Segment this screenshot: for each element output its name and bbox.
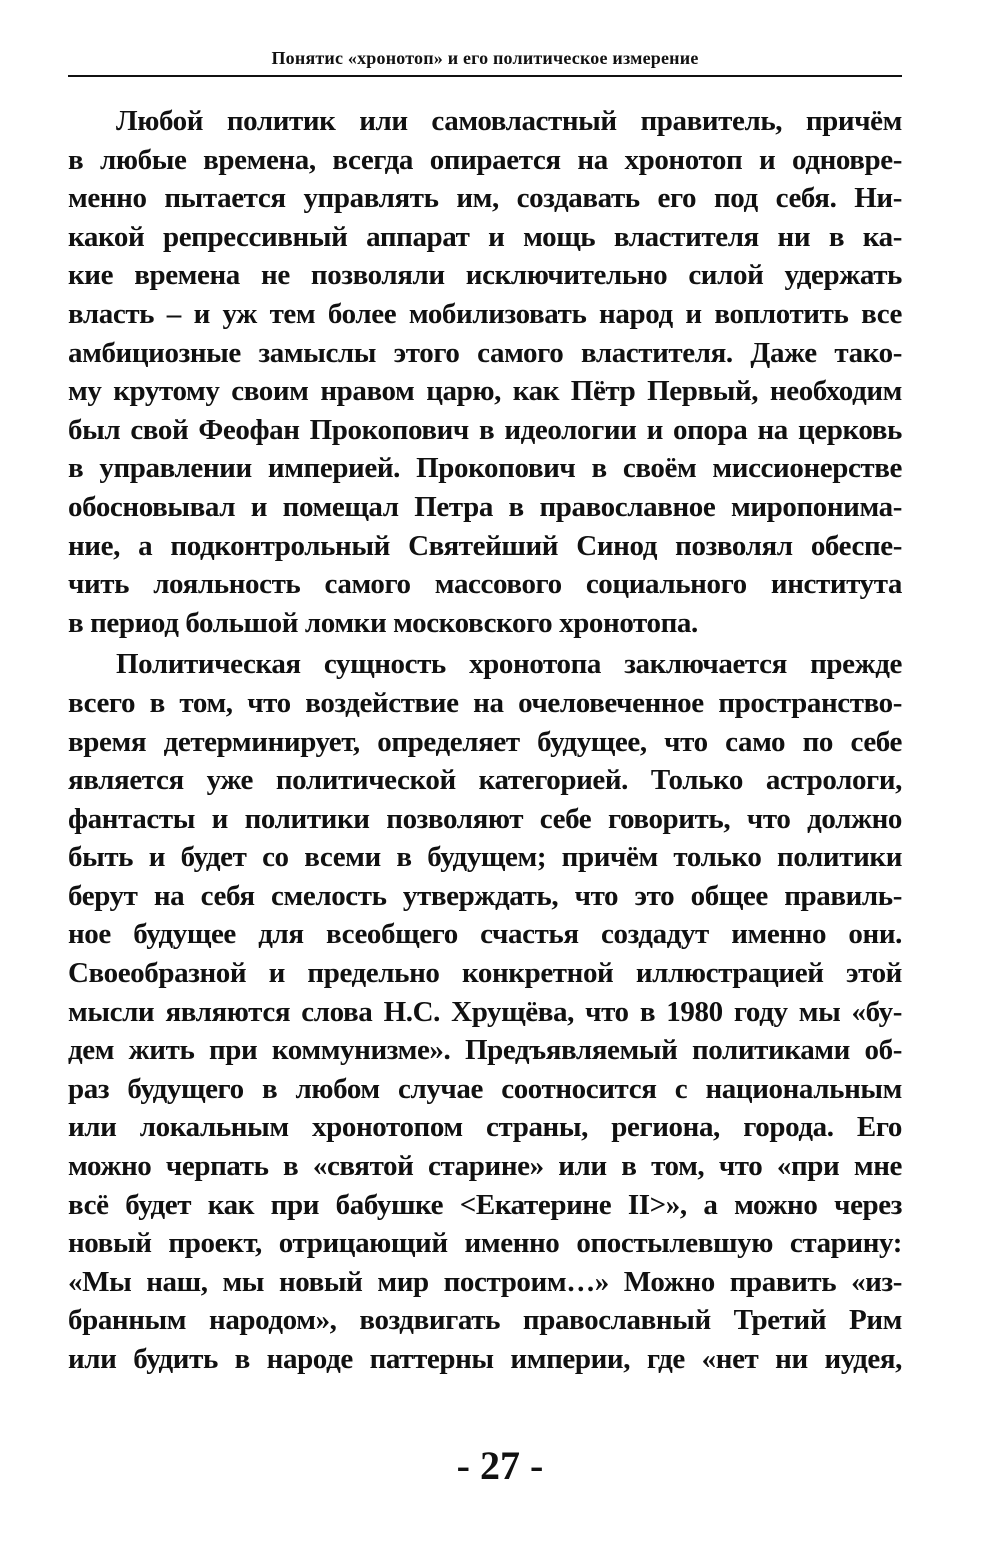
text-line: ние, а подконтрольный Святейший Синод позволял обеспе- [68, 529, 902, 562]
text-line: какой репрессивный аппарат и мощь властителя ни в ка- [68, 220, 902, 253]
text-line: новый проект, отрицающий именно опостылевшую старину: [68, 1227, 902, 1260]
text-line: Любой политик или самовластный правитель, причём [116, 105, 902, 137]
running-head: Понятис «хронотоп» и его политическое измерение [271, 48, 699, 68]
text-line: «Мы наш, мы новый мир построим…» Можно править «из- [68, 1265, 902, 1298]
paragraph-1 [68, 102, 902, 642]
text-line: или будить в народе паттерны империи, где «нет ни иудея, [68, 1343, 902, 1375]
text-line: му крутому своим нравом царю, как Пётр Первый, необходим [68, 375, 902, 408]
text-line: можно черпать в «святой старине» или в том, что «при мне [68, 1150, 902, 1183]
text-line: мысли являются слова Н.С. Хрущёва, что в 1980 году мы «бу- [68, 995, 902, 1028]
text-line: ное будущее для всеобщего счастья создадут именно они. [68, 918, 902, 951]
header-rule [68, 75, 902, 77]
body-text [68, 102, 902, 1379]
page-number: - 27 - [456, 1443, 544, 1488]
text-line: Политическая сущность хронотопа заключается прежде [116, 648, 902, 681]
text-line: Своеобразной и предельно конкретной иллюстрацией этой [68, 957, 902, 990]
text-line: фантасты и политики позволяют себе говорить, что должно [68, 802, 902, 835]
text-line: власть – и уж тем более мобилизовать народ и воплотить все [68, 297, 902, 330]
text-line: в период большой ломки московского хронотопа. [68, 606, 698, 639]
text-line: дем жить при коммунизме». Предъявляемый политиками об- [68, 1034, 902, 1067]
text-line: быть и будет со всеми в будущем; причём только политики [68, 841, 902, 874]
text-line: или локальным хронотопом страны, региона, города. Его [68, 1111, 902, 1144]
text-line: обосновывал и помещал Петра в православное миропонима- [68, 490, 902, 523]
text-line: в управлении империей. Прокопович в своём миссионерстве [68, 452, 902, 485]
text-line: бранным народом», воздвигать православный Третий Рим [68, 1304, 902, 1337]
text-line: является уже политической категорией. Только астрологи, [68, 764, 902, 797]
text-line: всё будет как при бабушке <Екатерине II>», а можно через [68, 1188, 902, 1221]
text-line: амбициозные замыслы этого самого властителя. Даже тако- [68, 336, 902, 369]
text-line: был свой Феофан Прокопович в идеологии и опора на церковь [68, 413, 902, 446]
text-line: время детерминирует, определяет будущее, что само по себе [68, 725, 902, 758]
text-line: кие времена не позволяли исключительно силой удержать [68, 259, 902, 292]
text-line: раз будущего в любом случае соотносится с национальным [68, 1072, 902, 1105]
text-line: всего в том, что воздействие на очеловеченное пространство- [68, 686, 902, 719]
text-line: в любые времена, всегда опирается на хронотоп и одновре- [68, 143, 902, 176]
text-line: менно пытается управлять им, создавать его под себя. Ни- [68, 182, 902, 215]
text-line: чить лояльность самого массового социального института [68, 568, 902, 601]
paragraph-2 [68, 645, 902, 1378]
text-line: берут на себя смелость утверждать, что это общее правиль- [68, 879, 902, 912]
